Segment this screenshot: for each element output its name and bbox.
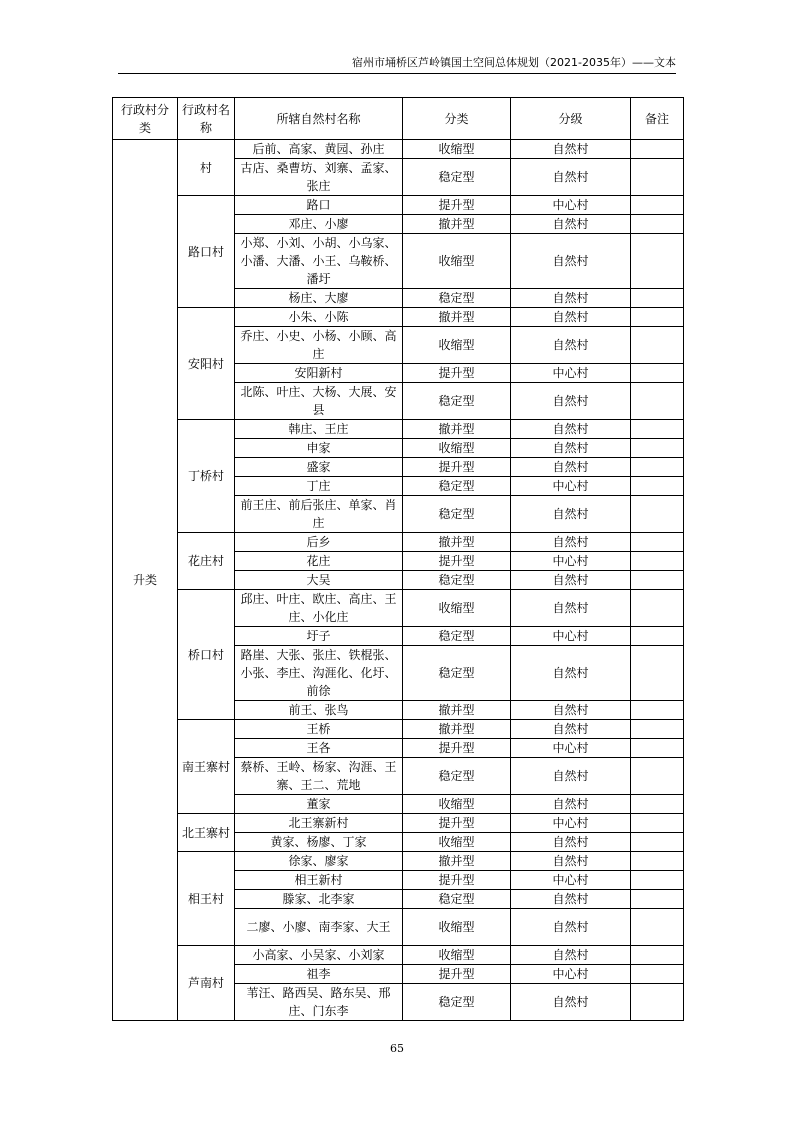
remarks-cell [631,477,684,496]
type-cell: 稳定型 [403,289,511,308]
natural-village-cell: 小朱、小陈 [235,308,403,327]
type-cell: 撤并型 [403,420,511,439]
remarks-cell [631,795,684,814]
level-cell: 自然村 [511,984,631,1021]
level-cell: 自然村 [511,795,631,814]
remarks-cell [631,571,684,590]
remarks-cell [631,234,684,289]
natural-village-cell: 二廖、小廖、南李家、大王 [235,909,403,946]
natural-village-cell: 后乡 [235,533,403,552]
header-cell-category: 行政村分类 [113,98,178,140]
type-cell: 撤并型 [403,720,511,739]
remarks-cell [631,196,684,215]
natural-village-cell: 邓庄、小廖 [235,215,403,234]
type-cell: 提升型 [403,196,511,215]
natural-village-cell: 路口 [235,196,403,215]
village-name-cell: 北王寨村 [178,814,235,852]
type-cell: 收缩型 [403,234,511,289]
natural-village-cell: 后前、高家、黄园、孙庄 [235,140,403,159]
remarks-cell [631,215,684,234]
level-cell: 自然村 [511,289,631,308]
natural-village-cell: 董家 [235,795,403,814]
level-cell: 自然村 [511,720,631,739]
natural-village-cell: 盛家 [235,458,403,477]
natural-village-cell: 北陈、叶庄、大杨、大展、安县 [235,383,403,420]
level-cell: 中心村 [511,871,631,890]
village-name-cell: 村 [178,140,235,196]
village-name-cell: 芦南村 [178,946,235,1021]
type-cell: 撤并型 [403,215,511,234]
remarks-cell [631,364,684,383]
level-cell: 自然村 [511,308,631,327]
remarks-cell [631,984,684,1021]
natural-village-cell: 徐家、廖家 [235,852,403,871]
natural-village-cell: 小高家、小吴家、小刘家 [235,946,403,965]
remarks-cell [631,946,684,965]
remarks-cell [631,890,684,909]
type-cell: 收缩型 [403,327,511,364]
level-cell: 自然村 [511,159,631,196]
level-cell: 中心村 [511,739,631,758]
natural-village-cell: 杨庄、大廖 [235,289,403,308]
natural-village-cell: 大吴 [235,571,403,590]
table-header-row [113,98,684,140]
remarks-cell [631,852,684,871]
natural-village-cell: 邱庄、叶庄、欧庄、高庄、王庄、小化庄 [235,590,403,627]
level-cell: 自然村 [511,909,631,946]
remarks-cell [631,308,684,327]
table-row [113,140,684,159]
remarks-cell [631,458,684,477]
level-cell: 中心村 [511,477,631,496]
type-cell: 稳定型 [403,571,511,590]
type-cell: 撤并型 [403,308,511,327]
remarks-cell [631,646,684,701]
header-cell-type: 分类 [403,98,511,140]
type-cell: 撤并型 [403,852,511,871]
level-cell: 中心村 [511,814,631,833]
level-cell: 自然村 [511,234,631,289]
natural-village-cell: 申家 [235,439,403,458]
remarks-cell [631,439,684,458]
natural-village-cell: 前王、张鸟 [235,701,403,720]
remarks-cell [631,140,684,159]
natural-village-cell: 古店、桑曹坊、刘寨、孟家、张庄 [235,159,403,196]
natural-village-cell: 滕家、北李家 [235,890,403,909]
remarks-cell [631,814,684,833]
table-row [113,852,684,871]
level-cell: 自然村 [511,458,631,477]
level-cell: 自然村 [511,571,631,590]
level-cell: 自然村 [511,215,631,234]
level-cell: 自然村 [511,590,631,627]
remarks-cell [631,327,684,364]
remarks-cell [631,289,684,308]
village-plan-table [112,97,684,1021]
remarks-cell [631,720,684,739]
type-cell: 提升型 [403,739,511,758]
natural-village-cell: 路崖、大张、张庄、铁棍张、小张、李庄、沟涯化、化圩、前徐 [235,646,403,701]
remarks-cell [631,871,684,890]
type-cell: 稳定型 [403,496,511,533]
remarks-cell [631,496,684,533]
natural-village-cell: 圩子 [235,627,403,646]
remarks-cell [631,965,684,984]
header-cell-level: 分级 [511,98,631,140]
level-cell: 中心村 [511,965,631,984]
type-cell: 撤并型 [403,533,511,552]
type-cell: 稳定型 [403,890,511,909]
document-header: 宿州市埇桥区芦岭镇国土空间总体规划（2021-2035年）——文本 [352,56,676,69]
natural-village-cell: 黄家、杨廖、丁家 [235,833,403,852]
table-row [113,590,684,627]
level-cell: 自然村 [511,383,631,420]
remarks-cell [631,383,684,420]
village-name-cell: 相王村 [178,852,235,946]
village-name-cell: 安阳村 [178,308,235,420]
natural-village-cell: 前王庄、前后张庄、单家、肖庄 [235,496,403,533]
natural-village-cell: 蔡桥、王岭、杨家、沟涯、王寨、王二、荒地 [235,758,403,795]
remarks-cell [631,420,684,439]
remarks-cell [631,758,684,795]
type-cell: 收缩型 [403,833,511,852]
table-body [113,140,684,1021]
table-row [113,946,684,965]
header-cell-remarks: 备注 [631,98,684,140]
remarks-cell [631,552,684,571]
type-cell: 稳定型 [403,758,511,795]
remarks-cell [631,159,684,196]
level-cell: 自然村 [511,327,631,364]
type-cell: 收缩型 [403,439,511,458]
type-cell: 收缩型 [403,795,511,814]
header-cell-natural-villages: 所辖自然村名称 [235,98,403,140]
page-number: 65 [390,1042,404,1055]
level-cell: 自然村 [511,758,631,795]
header-cell-village: 行政村名称 [178,98,235,140]
level-cell: 中心村 [511,552,631,571]
type-cell: 提升型 [403,965,511,984]
natural-village-cell: 相王新村 [235,871,403,890]
type-cell: 收缩型 [403,140,511,159]
village-name-cell: 南王寨村 [178,720,235,814]
village-name-cell: 花庄村 [178,533,235,590]
type-cell: 提升型 [403,458,511,477]
type-cell: 稳定型 [403,159,511,196]
table-row [113,533,684,552]
level-cell: 中心村 [511,627,631,646]
remarks-cell [631,909,684,946]
natural-village-cell: 花庄 [235,552,403,571]
village-name-cell: 桥口村 [178,590,235,720]
remarks-cell [631,739,684,758]
natural-village-cell: 丁庄 [235,477,403,496]
level-cell: 自然村 [511,852,631,871]
natural-village-cell: 安阳新村 [235,364,403,383]
level-cell: 自然村 [511,946,631,965]
natural-village-cell: 苇汪、路西吴、路东吴、邢庄、门东李 [235,984,403,1021]
level-cell: 自然村 [511,439,631,458]
natural-village-cell: 北王寨新村 [235,814,403,833]
table-row [113,814,684,833]
level-cell: 自然村 [511,646,631,701]
type-cell: 提升型 [403,364,511,383]
category-cell: 升类 [113,140,178,1021]
level-cell: 中心村 [511,364,631,383]
level-cell: 自然村 [511,701,631,720]
village-name-cell: 丁桥村 [178,420,235,533]
type-cell: 撤并型 [403,701,511,720]
remarks-cell [631,701,684,720]
natural-village-cell: 韩庄、王庄 [235,420,403,439]
natural-village-cell: 乔庄、小史、小杨、小顾、高庄 [235,327,403,364]
type-cell: 收缩型 [403,590,511,627]
type-cell: 提升型 [403,814,511,833]
type-cell: 提升型 [403,552,511,571]
level-cell: 自然村 [511,140,631,159]
natural-village-cell: 小郑、小刘、小胡、小乌家、小潘、大潘、小王、乌鞍桥、潘圩 [235,234,403,289]
table-row [113,420,684,439]
level-cell: 自然村 [511,890,631,909]
natural-village-cell: 祖李 [235,965,403,984]
village-name-cell: 路口村 [178,196,235,308]
header-rule [118,73,676,74]
type-cell: 收缩型 [403,909,511,946]
type-cell: 稳定型 [403,646,511,701]
table-row [113,720,684,739]
table-row [113,308,684,327]
type-cell: 稳定型 [403,477,511,496]
natural-village-cell: 王各 [235,739,403,758]
type-cell: 提升型 [403,871,511,890]
level-cell: 中心村 [511,196,631,215]
level-cell: 自然村 [511,533,631,552]
type-cell: 收缩型 [403,946,511,965]
remarks-cell [631,533,684,552]
natural-village-cell: 王桥 [235,720,403,739]
table-row [113,196,684,215]
type-cell: 稳定型 [403,984,511,1021]
level-cell: 自然村 [511,496,631,533]
type-cell: 稳定型 [403,627,511,646]
type-cell: 稳定型 [403,383,511,420]
remarks-cell [631,590,684,627]
level-cell: 自然村 [511,420,631,439]
remarks-cell [631,627,684,646]
level-cell: 自然村 [511,833,631,852]
remarks-cell [631,833,684,852]
